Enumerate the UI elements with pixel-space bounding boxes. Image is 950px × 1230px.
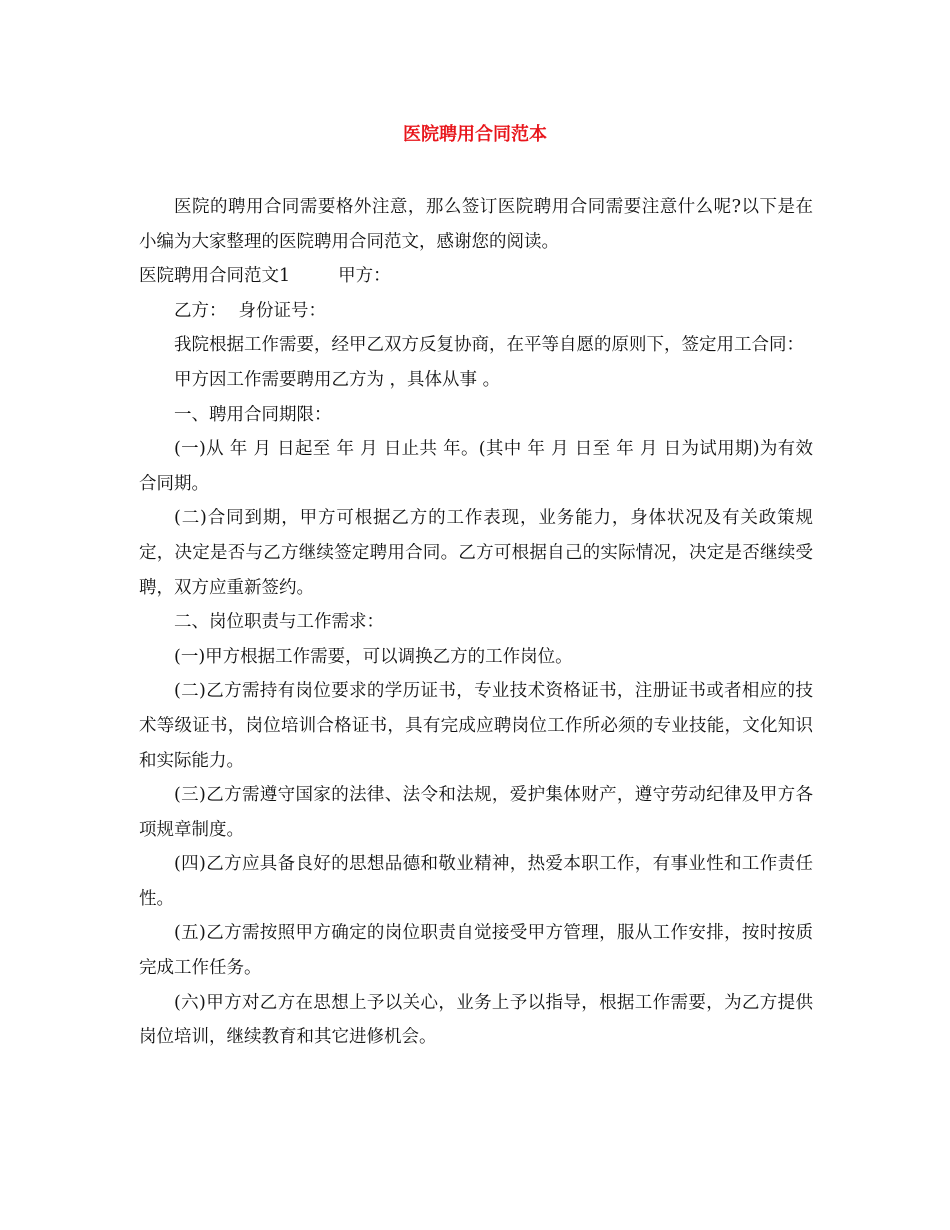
section-2-item-4: (四)乙方应具备良好的思想品德和敬业精神，热爱本职工作，有事业性和工作责任性。 [139,854,813,909]
section-1-heading: 一、聘用合同期限： [174,404,332,425]
section-1-item-1: (一)从 年 月 日起至 年 月 日止共 年。(其中 年 月 日至 年 月 日为试用期)为有效合同期。 [139,439,813,494]
party-b-line [139,294,813,329]
document-title: 医院聘用合同范本 [403,124,547,145]
section-2-item-2: (二)乙方需持有岗位要求的学历证书，专业技术资格证书，注册证书或者相应的技术等级证书，岗位培训合格证书，具有完成应聘岗位工作所必须的专业技能，文化知识和实际能力。 [139,681,813,771]
section-2-item-3: (三)乙方需遵守国家的法律、法令和法规，爱护集体财产，遵守劳动纪律及甲方各项规章制度。 [139,785,813,840]
party-b-label: 乙方： [174,300,227,321]
intro-paragraph: 医院的聘用合同需要格外注意，那么签订医院聘用合同需要注意什么呢?以下是在小编为大家整理的医院聘用合同范文，感谢您的阅读。 [139,197,813,252]
id-number-label: 身份证号： [238,300,326,321]
sample-heading: 医院聘用合同范文1 [139,266,291,287]
sample-heading-line [139,259,813,294]
section-2-item-6: (六)甲方对乙方在思想上予以关心，业务上予以指导，根据工作需要，为乙方提供岗位培训，继续教育和其它进修机会。 [139,992,813,1048]
section-1-item-2: (二)合同到期，甲方可根据乙方的工作表现，业务能力，身体状况及有关政策规定，决定是否与乙方继续签定聘用合同。乙方可根据自己的实际情况，决定是否继续受聘，双方应重新签约。 [139,508,813,598]
negotiation-paragraph: 我院根据工作需要，经甲乙双方反复协商，在平等自愿的原则下，签定用工合同： [174,335,804,356]
section-2-item-5: (五)乙方需按照甲方确定的岗位职责自觉接受甲方管理，服从工作安排，按时按质完成工作任务。 [139,923,813,979]
section-2-heading: 二、岗位职责与工作需求： [174,612,384,633]
hire-paragraph: 甲方因工作需要聘用乙方为 ，具体从事 。 [174,369,501,390]
document-body [139,190,813,1055]
section-2-item-1: (一)甲方根据工作需要，可以调换乙方的工作岗位。 [174,646,573,667]
party-a-label: 甲方： [338,266,391,287]
